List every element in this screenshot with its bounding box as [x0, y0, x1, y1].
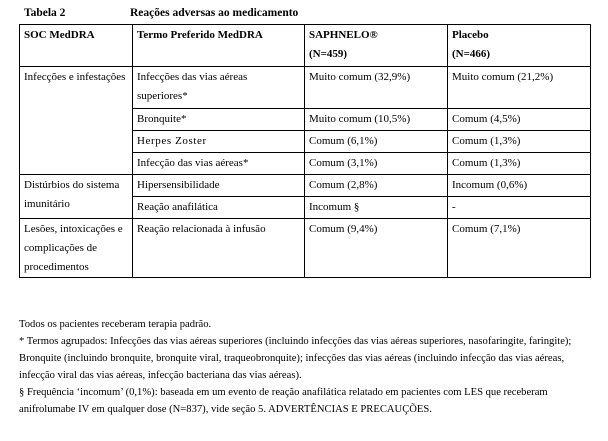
placebo-cell: Comum (7,1%)	[448, 219, 591, 278]
term-cell: Reação relacionada à infusão	[133, 219, 305, 278]
footnote: * Termos agrupados: Infecções das vias aéreas superiores (incluindo infecções das vias aéreas superiores, nasofaringite, faringite); Bronquite (incluindo bronquite, bronquite viral, traqueobronquite); infecções das vias aéreas (incluindo infecção das vias aéreas, infecção viral das vias aéreas, infecção bacteriana das vias aéreas).	[19, 336, 572, 381]
placebo-cell: Incomum (0,6%)	[448, 175, 591, 197]
caption-title: Reações adversas ao medicamento	[130, 7, 299, 19]
caption-label: Tabela 2	[24, 7, 66, 19]
header-row	[20, 25, 591, 67]
saphnelo-cell: Muito comum (10,5%)	[305, 109, 448, 131]
saphnelo-cell: Comum (3,1%)	[305, 153, 448, 175]
soc-cell: Lesões, intoxicações e complicações de procedimentos	[20, 219, 133, 278]
table-row	[20, 67, 591, 109]
header-saphnelo	[305, 25, 448, 67]
header-saphnelo-name: SAPHNELO®	[309, 29, 378, 41]
adverse-reactions-table	[19, 24, 591, 278]
header-term: Termo Preferido MedDRA	[133, 25, 305, 67]
header-placebo	[448, 25, 591, 67]
placebo-cell: Comum (4,5%)	[448, 109, 591, 131]
placebo-cell: -	[448, 197, 591, 219]
placebo-cell: Comum (1,3%)	[448, 131, 591, 153]
term-cell: Herpes Zoster	[133, 131, 305, 153]
header-soc: SOC MedDRA	[20, 25, 133, 67]
table-row	[20, 219, 591, 278]
saphnelo-cell: Comum (2,8%)	[305, 175, 448, 197]
soc-cell: Distúrbios do sistema imunitário	[20, 175, 133, 219]
term-cell: Reação anafilática	[133, 197, 305, 219]
header-placebo-name: Placebo	[452, 29, 489, 41]
table-row	[20, 175, 591, 197]
placebo-cell: Comum (1,3%)	[448, 153, 591, 175]
table-caption	[24, 7, 299, 19]
header-saphnelo-n: (N=459)	[309, 48, 348, 60]
term-cell: Infecção das vias aéreas*	[133, 153, 305, 175]
saphnelo-cell: Incomum §	[305, 197, 448, 219]
placebo-cell: Muito comum (21,2%)	[448, 67, 591, 109]
saphnelo-cell: Comum (6,1%)	[305, 131, 448, 153]
soc-cell: Infecções e infestações	[20, 67, 133, 175]
footnote: Todos os pacientes receberam terapia padrão.	[19, 319, 212, 330]
header-placebo-n: (N=466)	[452, 48, 491, 60]
footnotes	[19, 316, 594, 418]
saphnelo-cell: Muito comum (32,9%)	[305, 67, 448, 109]
term-cell: Hipersensibilidade	[133, 175, 305, 197]
saphnelo-cell: Comum (9,4%)	[305, 219, 448, 278]
term-cell: Bronquite*	[133, 109, 305, 131]
term-cell: Infecções das vias aéreas superiores*	[133, 67, 305, 109]
footnote: § Frequência ‘incomum’ (0,1%): baseada em um evento de reação anafilática relatado em pacientes com LES que receberam anifrolumabe IV em qualquer dose (N=837), vide seção 5. ADVERTÊNCIAS E PRECAUÇÕES.	[19, 387, 548, 415]
